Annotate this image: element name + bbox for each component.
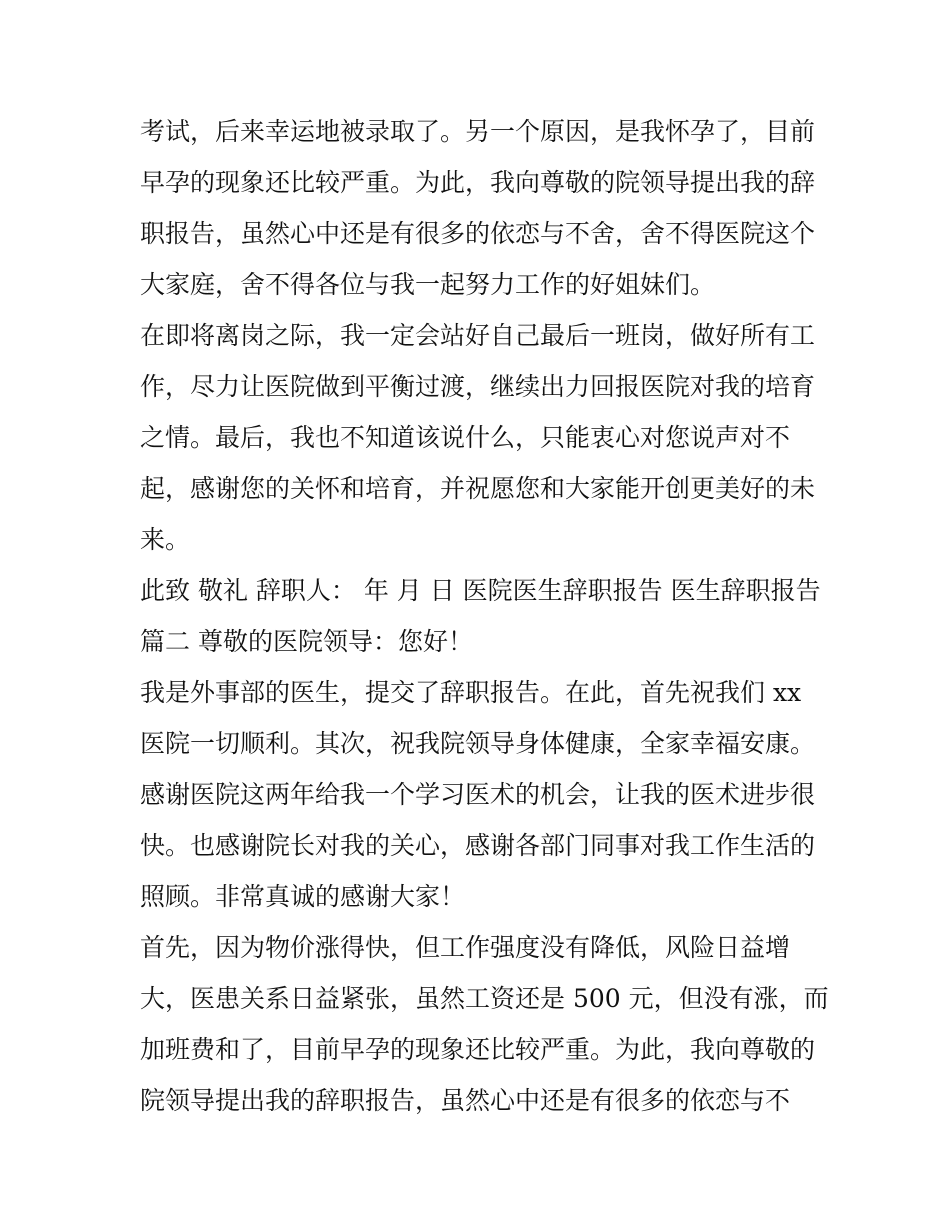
text-line-1: 考试，后来幸运地被录取了。另一个原因，是我怀孕了，目前 [140, 117, 816, 146]
text-line-9: 来。 [140, 525, 191, 554]
text-line-13: 医院一切顺利。其次，祝我院领导身体健康，全家幸福安康。 [140, 729, 816, 758]
text-line-20: 院领导提出我的辞职报告，虽然心中还是有很多的依恋与不 [140, 1086, 791, 1115]
text-line-6: 作，尽力让医院做到平衡过渡，继续出力回报医院对我的培育 [140, 372, 816, 401]
text-line-2: 早孕的现象还比较严重。为此，我向尊敬的院领导提出我的辞 [140, 168, 816, 197]
text-line-16: 照顾。非常真诚的感谢大家！ [140, 882, 466, 911]
text-line-4: 大家庭，舍不得各位与我一起努力工作的好姐妹们。 [140, 270, 716, 299]
text-line-3: 职报告，虽然心中还是有很多的依恋与不舍，舍不得医院这个 [140, 219, 816, 248]
text-line-14: 感谢医院这两年给我一个学习医术的机会，让我的医术进步很 [140, 780, 816, 809]
text-line-11: 篇二 尊敬的医院领导：您好！ [140, 627, 473, 656]
body-text [140, 106, 829, 1126]
text-line-7: 之情。最后，我也不知道该说什么，只能衷心对您说声对不 [140, 423, 791, 452]
text-line-5: 在即将离岗之际，我一定会站好自己最后一班岗，做好所有工 [140, 321, 816, 350]
text-line-10: 此致 敬礼 辞职人： 年 月 日 医院医生辞职报告 医生辞职报告 [140, 576, 821, 605]
text-line-19: 加班费和了，目前早孕的现象还比较严重。为此，我向尊敬的 [140, 1035, 816, 1064]
text-line-8: 起，感谢您的关怀和培育，并祝愿您和大家能开创更美好的未 [140, 474, 816, 503]
text-line-15: 快。也感谢院长对我的关心，感谢各部门同事对我工作生活的 [140, 831, 816, 860]
text-line-12: 我是外事部的医生，提交了辞职报告。在此，首先祝我们 xx [140, 678, 802, 707]
text-line-18: 大，医患关系日益紧张，虽然工资还是 500 元，但没有涨，而 [140, 984, 829, 1013]
text-line-17: 首先，因为物价涨得快，但工作强度没有降低，风险日益增 [140, 933, 791, 962]
